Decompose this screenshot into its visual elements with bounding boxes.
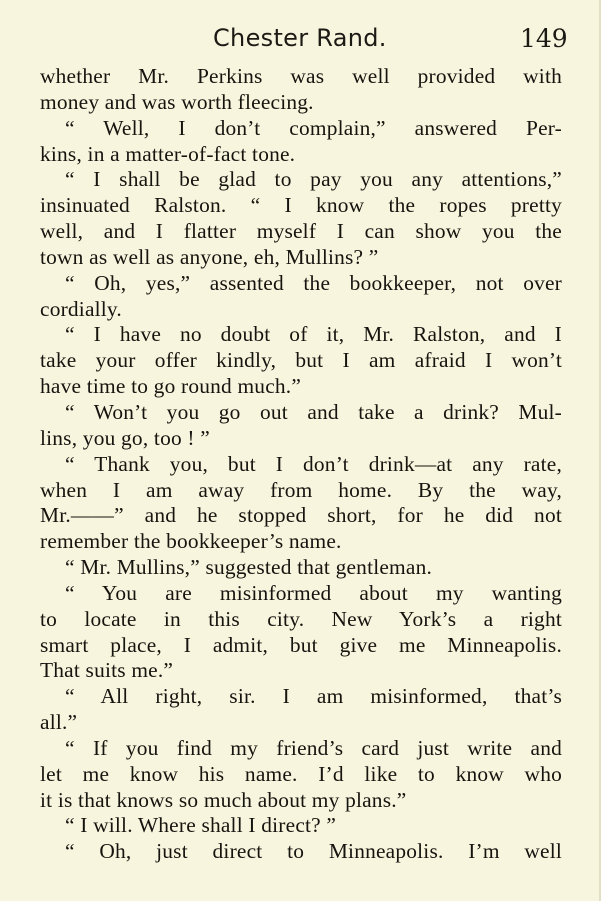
text-line: let me know his name. I’d like to know who [40,761,562,786]
book-title: Chester Rand. [213,24,387,52]
text-line: kins, in a matter-of-fact tone. [40,141,296,166]
text-line: “ Oh, yes,” assented the bookkeeper, not over [65,270,562,295]
text-line: “ You are misinformed about my wanting [65,580,562,605]
page-number: 149 [520,24,568,53]
text-line: have time to go round much.” [40,374,302,399]
text-line: “ Mr. Mullins,” suggested that gentleman. [65,555,433,580]
body-text [40,64,562,865]
text-line: remember the bookkeeper’s name. [40,529,342,554]
text-line: money and was worth fleecing. [40,89,314,114]
text-line: insinuated Ralston. “ I know the ropes pretty [40,193,562,218]
text-line: town as well as anyone, eh, Mullins? ” [40,244,379,269]
text-line: when I am away from home. By the way, [40,477,562,502]
text-line: That suits me.” [40,658,174,683]
text-line: “ All right, sir. I am misinformed, that’s [65,684,562,709]
text-line: “ I will. Where shall I direct? ” [65,813,337,838]
text-line: “ Thank you, but I don’t drink—at any rate, [65,451,562,476]
running-head [0,20,601,54]
text-line: all.” [40,710,78,735]
text-line: Mr.——” and he stopped short, for he did not [40,503,562,528]
text-line: to locate in this city. New York’s a right [40,606,562,631]
text-line: it is that knows so much about my plans.” [40,787,407,812]
text-line: “ Well, I don’t complain,” answered Per- [65,115,562,140]
text-line: take your offer kindly, but I am afraid I won’t [40,348,562,373]
text-line: “ I have no doubt of it, Mr. Ralston, and I [65,322,562,347]
text-line: “ I shall be glad to pay you any attentions,” [65,167,562,192]
text-line: well, and I flatter myself I can show you the [40,219,562,244]
text-line: whether Mr. Perkins was well provided with [40,64,562,88]
text-line: “ If you find my friend’s card just write and [65,735,562,760]
text-line: cordially. [40,296,122,321]
text-line: lins, you go, too ! ” [40,425,210,450]
text-line: “ Oh, just direct to Minneapolis. I’m well [65,839,562,864]
text-line: smart place, I admit, but give me Minneapolis. [40,632,562,657]
text-line: “ Won’t you go out and take a drink? Mul- [65,399,562,424]
